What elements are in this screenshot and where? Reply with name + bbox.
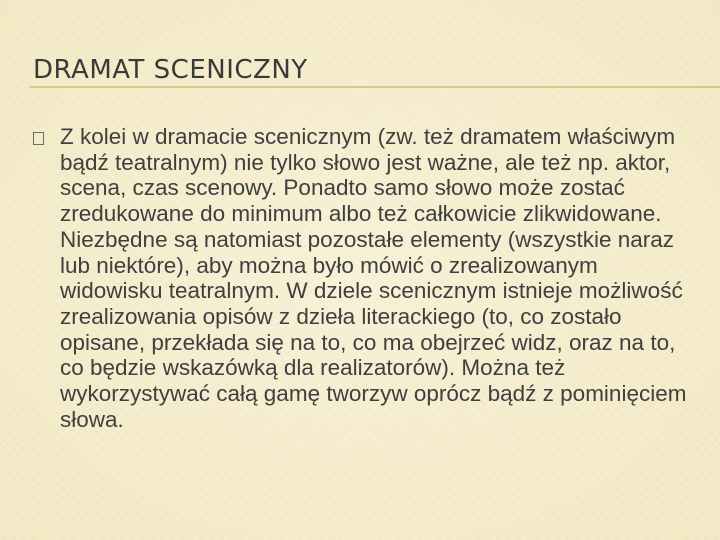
- bullet-text: Z kolei w dramacie scenicznym (zw. też dramatem właściwym bądź teatralnym) nie tylko słowo jest ważne, ale też np. aktor, scena, czas scenowy. Ponadto samo słowo może zostać zredukowane do minimum albo też całkowicie zlikwidowane. Niezbędne są natomiast pozostałe elementy (wszystkie naraz lub niektóre), aby można było mówić o zrealizowanym widowisku teatralnym. W dziele scenicznym istnieje możliwość zrealizowania opisów z dzieła literackiego (to, co zostało opisane, przekłada się na to, co ma obejrzeć widz, oraz na to, co będzie wskazówką dla realizatorów). Można też wykorzystywać całą gamę tworzyw oprócz bądź z pominięciem słowa.: [60, 124, 687, 432]
- empty-box-bullet-icon: [33, 132, 44, 145]
- slide-content: [33, 124, 705, 432]
- bullet-item: [33, 124, 705, 432]
- slide-title: DRAMAT SCENICZNY: [33, 55, 308, 85]
- title-divider: [30, 86, 720, 88]
